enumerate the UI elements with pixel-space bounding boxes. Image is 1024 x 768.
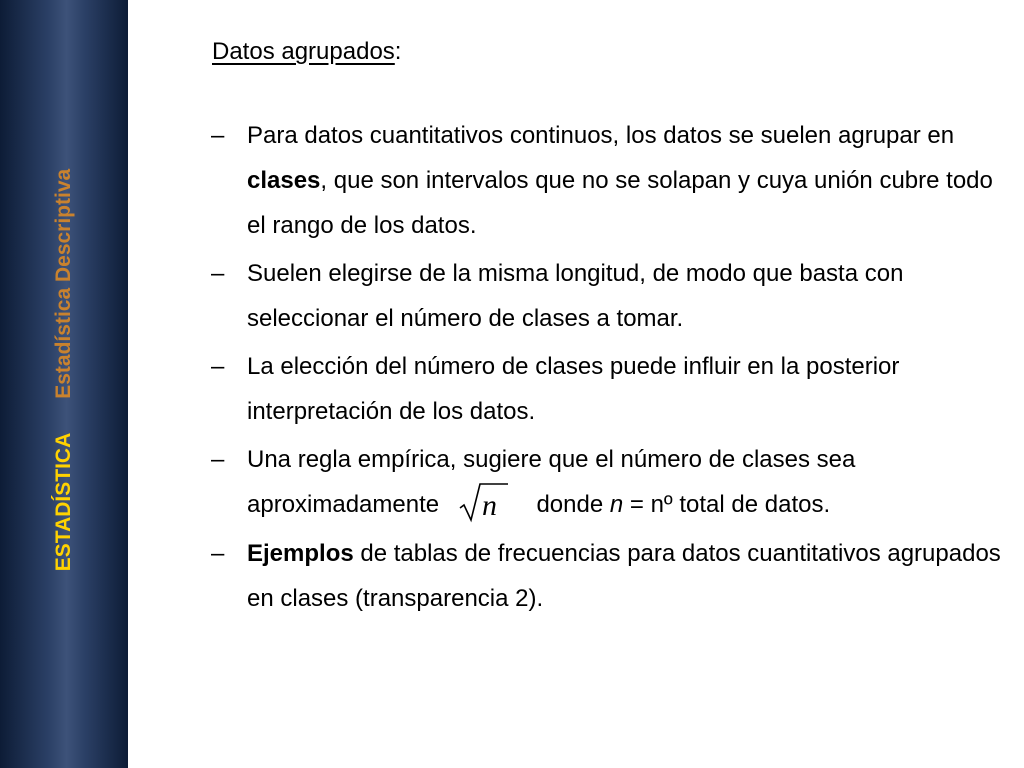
bullet-dash: – [211,539,225,567]
sidebar-band [0,0,128,768]
sidebar-subtitle: Estadística Descriptiva [52,168,75,399]
bullet-bold-term: Ejemplos [247,539,354,567]
bullet-text: nº total de datos. [650,491,831,518]
bullet-dash: – [211,353,225,380]
bullet-dash: – [211,122,225,149]
bullet-text: Una regla empírica, sugiere que el número de clases sea aproximadamente [247,446,856,518]
bullet-bold-term: clases [247,167,321,194]
square-root-formula [446,480,530,524]
bullet-item [211,437,1011,528]
sidebar-main-title: ESTADÍSTICA [52,432,75,572]
heading-colon: : [394,38,402,65]
variable-n: n [609,491,624,518]
slide-heading [212,36,401,68]
equals-sign: = [623,491,651,518]
sidebar-title [52,169,76,571]
bullet-text: Para datos cuantitativos continuos, los datos se suelen agrupar en [247,122,955,149]
bullet-text: Suelen elegirse de la misma longitud, de modo que basta con seleccionar el número de clases a tomar. [247,260,904,332]
heading-text: Datos agrupados [212,38,395,65]
bullet-list [211,113,1011,624]
bullet-item [211,113,1011,248]
bullet-text: La elección del número de clases puede influir en la posterior interpretación de los datos. [247,353,900,425]
bullet-item [211,251,1011,341]
bullet-dash: – [211,260,225,287]
bullet-item [211,344,1011,434]
formula-variable: n [481,488,497,522]
bullet-text: , que son intervalos que no se solapan y cuya unión cubre todo el rango de los datos. [247,167,993,239]
bullet-text: donde [529,491,610,518]
bullet-text: de tablas de frecuencias para datos cuantitativos agrupados en clases (transparencia 2). [247,539,1001,612]
bullet-item [211,531,1011,621]
bullet-dash: – [211,446,225,473]
